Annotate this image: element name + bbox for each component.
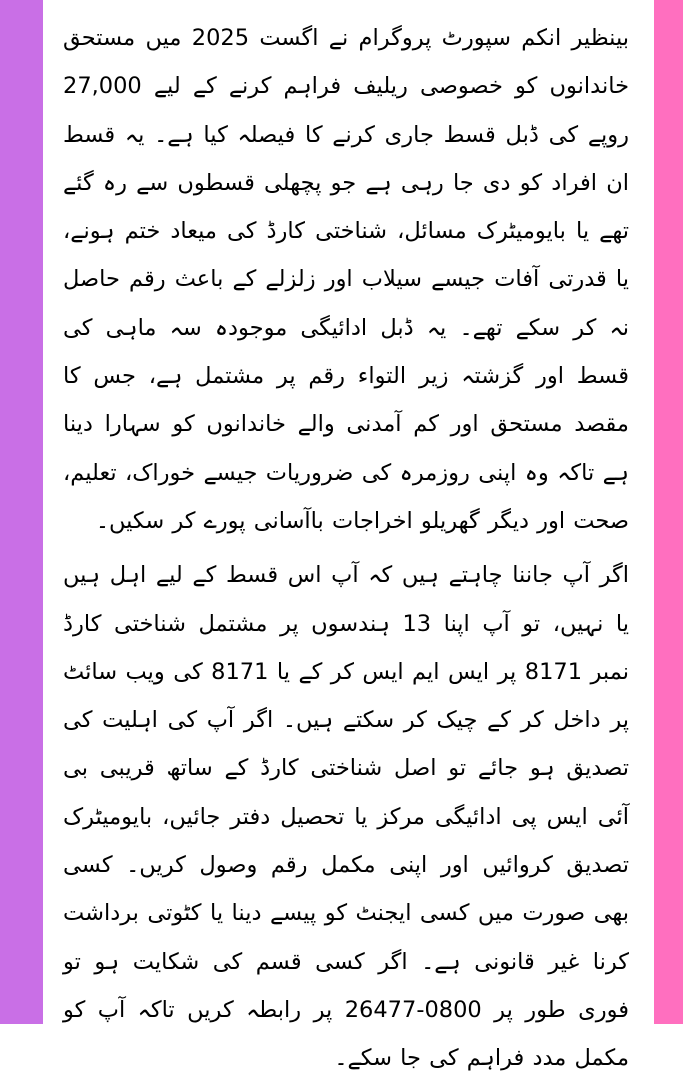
article-paragraph-1: بینظیر انکم سپورٹ پروگرام نے اگست 2025 میں مستحق خاندانوں کو خصوصی ریلیف فراہم کرنے کے لیے 27,000 روپے کی ڈبل قسط جاری کرنے کا فیصلہ کیا ہے۔ یہ قسط ان افراد کو دی جا رہی ہے جو پچھلی قسطوں سے رہ گئے تھے یا بایومیٹرک مسائل، شناختی کارڈ کی میعاد ختم ہونے، یا قدرتی آفات جیسے سیلاب اور زلزلے کے باعث رقم حاصل نہ کر سکے تھے۔ یہ ڈبل ادائیگی موجودہ سہ ماہی کی قسط اور گزشتہ زیر التواء رقم پر مشتمل ہے، جس کا مقصد مستحق اور کم آمدنی والے خاندانوں کو سہارا دینا ہے تاکہ وہ اپنی روزمرہ کی ضروریات جیسے خوراک، تعلیم، صحت اور دیگر گھریلو اخراجات باآسانی پورے کر سکیں۔ [63, 25, 629, 534]
right-border-stripe [654, 0, 683, 1024]
left-border-stripe [0, 0, 43, 1024]
article-paragraph-2: اگر آپ جاننا چاہتے ہیں کہ آپ اس قسط کے لیے اہل ہیں یا نہیں، تو آپ اپنا 13 ہندسوں پر مشتمل شناختی کارڈ نمبر 8171 پر ایس ایم ایس کر کے یا 8171 کی ویب سائٹ پر داخل کر کے چیک کر سکتے ہیں۔ اگر آپ کی اہلیت کی تصدیق ہو جائے تو اصل شناختی کارڈ کے ساتھ قریبی بی آئی ایس پی ادائیگی مرکز یا تحصیل دفتر جائیں، بایومیٹرک تصدیق کروائیں اور اپنی مکمل رقم وصول کریں۔ کسی بھی صورت میں کسی ایجنٹ کو پیسے دینا یا کٹوتی برداشت کرنا غیر قانونی ہے۔ اگر کسی قسم کی شکایت ہو تو فوری طور پر 0800-26477 پر رابطہ کریں تاکہ آپ کو مکمل مدد فراہم کی جا سکے۔ [63, 562, 630, 1072]
article-body [63, 14, 630, 1072]
